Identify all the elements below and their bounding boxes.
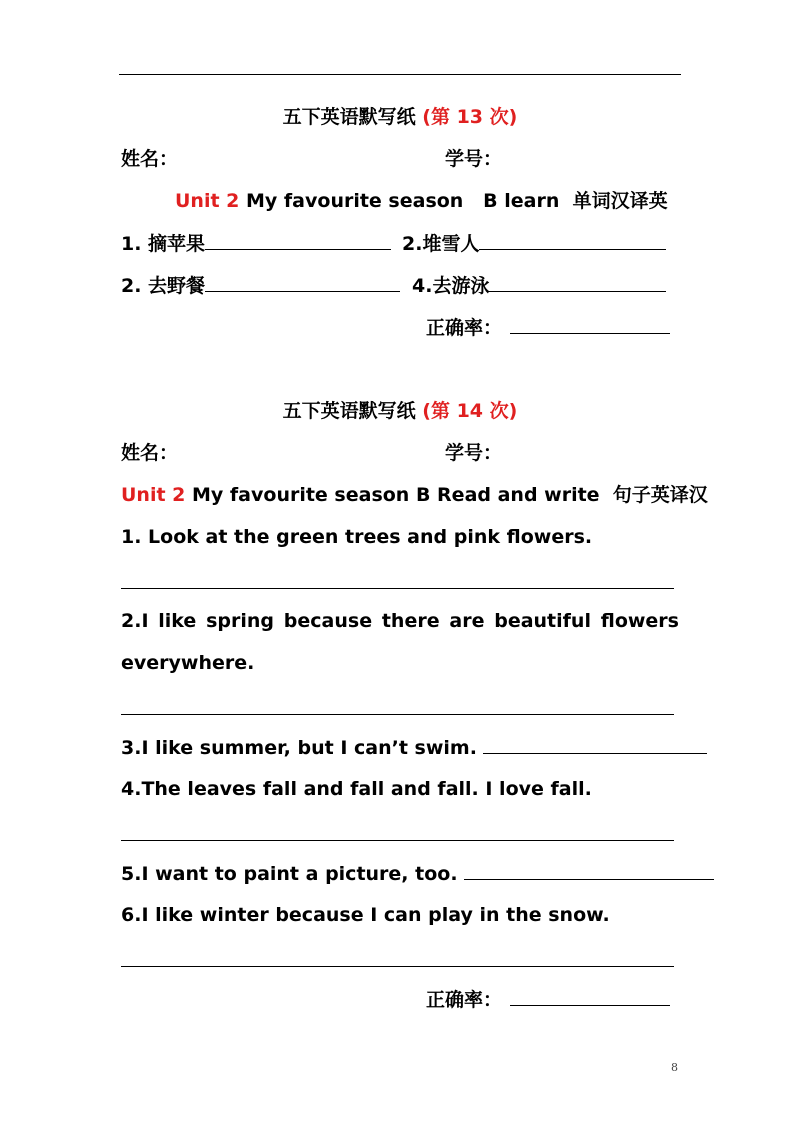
sheet1-accuracy [426,315,670,340]
sheet2-sentence2 [121,609,679,633]
sheet2-s2-word: there [381,610,440,632]
sheet2-sentence6: 6.I like winter because I can play in the snow. [121,904,610,926]
sheet2-sentence2-cont: everywhere. [121,652,255,674]
sheet1-item2-blank[interactable] [479,231,666,250]
sheet2-s2-word: 2.I [121,610,149,632]
sheet1-item2-text: 2.堆雪人 [402,233,480,255]
sheet1-item3 [121,273,400,298]
sheet2-s3-blank[interactable] [483,735,707,754]
sheet1-unit-label: Unit 2 [175,190,240,212]
sheet2-answer4-line[interactable] [121,840,674,841]
sheet2-heading-text: My favourite season B Read and write 句子英译汉 [185,484,708,506]
page-number: 8 [671,1061,678,1074]
sheet2-accuracy-label: 正确率： [426,989,503,1011]
sheet2-sentence3 [121,735,707,760]
sheet2-heading [121,483,708,507]
sheet1-id-label: 学号： [445,148,503,170]
sheet1-item2 [402,231,666,256]
sheet2-title-text: 五下英语默写纸 [282,400,423,422]
sheet1-title-text: 五下英语默写纸 [282,106,423,128]
sheet2-sentence4: 4.The leaves fall and fall and fall. I love fall. [121,778,592,800]
sheet2-s5-text: 5.I want to paint a picture, too. [121,863,458,885]
sheet1-item3-blank[interactable] [205,273,400,292]
sheet1-item4 [412,273,666,298]
sheet1-heading-text: My favourite season B learn 单词汉译英 [239,190,668,212]
sheet2-title [0,399,800,423]
sheet1-item1 [121,231,391,256]
sheet2-s2-word: flowers [600,610,679,632]
top-rule [119,74,681,75]
sheet2-title-count: (第 14 次) [422,400,518,422]
sheet2-name-label: 姓名： [121,442,179,464]
sheet1-name-label: 姓名： [121,148,179,170]
sheet2-s5-blank[interactable] [464,861,714,880]
sheet2-id-label: 学号： [445,442,503,464]
sheet1-item1-text: 1. 摘苹果 [121,233,206,255]
sheet1-item1-blank[interactable] [205,231,391,250]
sheet1-item3-text: 2. 去野餐 [121,275,206,297]
sheet1-title-count: (第 13 次) [422,106,518,128]
sheet1-item4-blank[interactable] [489,273,666,292]
sheet2-s2-word: spring [206,610,275,632]
sheet2-sentence1: 1. Look at the green trees and pink flowers. [121,526,593,548]
sheet1-item4-text: 4.去游泳 [412,275,490,297]
sheet2-s3-text: 3.I like summer, but I can’t swim. [121,737,477,759]
sheet1-title [0,105,800,129]
sheet2-s2-word: like [158,610,197,632]
sheet2-unit-label: Unit 2 [121,484,186,506]
sheet2-sentence5 [121,861,714,886]
sheet1-accuracy-label: 正确率： [426,317,503,339]
sheet2-accuracy [426,987,670,1012]
sheet1-accuracy-blank[interactable] [510,315,670,334]
sheet2-s2-word: because [283,610,373,632]
sheet2-answer1-line[interactable] [121,588,674,589]
sheet2-s2-word: beautiful [494,610,591,632]
sheet1-heading [175,189,668,213]
sheet2-s2-word: are [449,610,485,632]
sheet2-answer2-line[interactable] [121,714,674,715]
sheet2-answer6-line[interactable] [121,966,674,967]
sheet2-accuracy-blank[interactable] [510,987,670,1006]
